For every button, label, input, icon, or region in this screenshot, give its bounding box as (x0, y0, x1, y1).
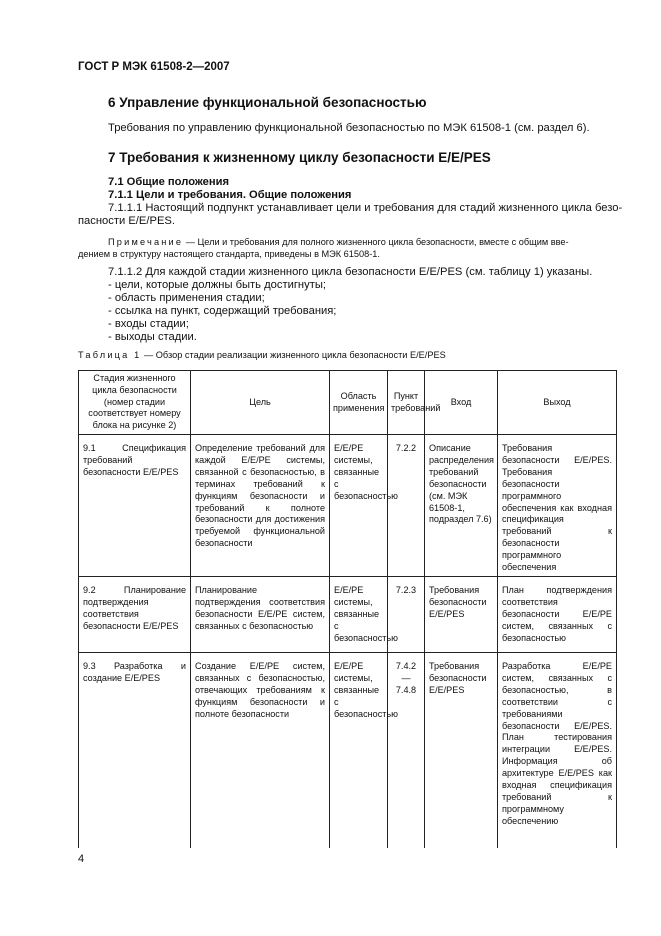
note-line2: дением в структуру настоящего стандарта, приведены в МЭК 61508-1. (78, 249, 380, 259)
cell-input: Требования безопасности E/E/PES (425, 576, 498, 652)
table-caption-label: Таблица 1 (78, 350, 142, 360)
paragraph-7-1-1-1-line1: 7.1.1.1 Настоящий подпункт устанавливает цели и требования для стадий жизненного цикла безо- (108, 202, 623, 214)
bullet-item: - область применения стадии; (108, 292, 265, 304)
cell-input: Описание распределения требований безопасности (см. МЭК 61508-1, подраздел 7.6) (425, 435, 498, 577)
cell-input: Требования безопасности E/E/PES (425, 652, 498, 848)
cell-scope: E/E/PE системы, связанные с безопасностью (330, 652, 388, 848)
document-header: ГОСТ Р МЭК 61508-2—2007 (78, 61, 230, 73)
cell-clause: 7.2.2 (388, 435, 425, 577)
header-output: Выход (498, 371, 617, 435)
cell-clause: 7.2.3 (388, 576, 425, 652)
subsection-7-1-1-heading: 7.1.1 Цели и требования. Общие положения (108, 189, 352, 201)
bullet-item: - выходы стадии. (108, 331, 197, 343)
header-goal: Цель (191, 371, 330, 435)
section-6-text: Требования по управлению функциональной безопасностью по МЭК 61508-1 (см. раздел 6). (108, 122, 590, 134)
cell-goal: Планирование подтверждения соответствия безопасности E/E/PE систем, связанных с безопасностью (191, 576, 330, 652)
paragraph-7-1-1-2: 7.1.1.2 Для каждой стадии жизненного цикла безопасности E/E/PES (см. таблицу 1) указаны. (108, 266, 593, 278)
table-row (79, 435, 617, 577)
cell-goal: Создание E/E/PE систем, связанных с безопасностью, отвечающих требованиям к функциям безопасности и полноте безопасности (191, 652, 330, 848)
table-caption (78, 350, 446, 360)
bullet-item: - входы стадии; (108, 318, 189, 330)
header-stage: Стадия жизненного цикла безопасности (номер стадии соответствует номеру блока на рисунке 2) (79, 371, 191, 435)
header-scope: Область применения (330, 371, 388, 435)
cell-goal: Определение требований для каждой E/E/PE системы, связанной с безопасностью, в терминах требований к функциям безопасности и требований к полноте безопасности для достижения требуемой функциональной безопасности (191, 435, 330, 577)
subsection-7-1-heading: 7.1 Общие положения (108, 176, 230, 188)
cell-scope: E/E/PE системы, связанные с безопасностью (330, 435, 388, 577)
table-caption-text: — Обзор стадии реализации жизненного цикла безопасности E/E/PES (141, 350, 446, 360)
cell-stage: 9.3 Разработка и создание E/E/PES (79, 652, 191, 848)
cell-stage: 9.1 Спецификация требований безопасности E/E/PES (79, 435, 191, 577)
bullet-item: - ссылка на пункт, содержащий требования; (108, 305, 337, 317)
table-row (79, 576, 617, 652)
cell-output: Разработка E/E/PE систем, связанных с безопасностью, в соответствии с требованиями безопасности E/E/PES. План тестирования интеграции E/E/PES. Информация об архитектуре E/E/PES как входная спецификация требований к программному обеспечению (498, 652, 617, 848)
table-row (79, 652, 617, 848)
cell-clause: 7.4.2 — 7.4.8 (388, 652, 425, 848)
note-text: — Цели и требования для полного жизненного цикла безопасности, вместе с общим вве- (183, 237, 569, 247)
header-input: Вход (425, 371, 498, 435)
page-number: 4 (78, 853, 85, 865)
table-header-row (79, 371, 617, 435)
header-clause: Пункт требований (388, 371, 425, 435)
note-line1 (108, 236, 569, 248)
cell-output: Требования безопасности E/E/PES. Требования безопасности программного обеспечения как входная спецификация требований к безопасности программного обеспечения (498, 435, 617, 577)
note-label: Примечание (108, 237, 184, 247)
bullet-item: - цели, которые должны быть достигнуты; (108, 279, 326, 291)
section-6-heading: 6 Управление функциональной безопасностью (108, 95, 427, 110)
cell-scope: E/E/PE системы, связанные с безопасностью (330, 576, 388, 652)
cell-stage: 9.2 Планирование подтверждения соответствия безопасности E/E/PES (79, 576, 191, 652)
lifecycle-table (78, 370, 617, 848)
section-7-heading: 7 Требования к жизненному циклу безопасности E/E/PES (108, 150, 491, 165)
paragraph-7-1-1-1-line2: пасности E/E/PES. (78, 215, 175, 227)
cell-output: План подтверждения соответствия безопасности E/E/PE систем, связанных с безопасностью (498, 576, 617, 652)
